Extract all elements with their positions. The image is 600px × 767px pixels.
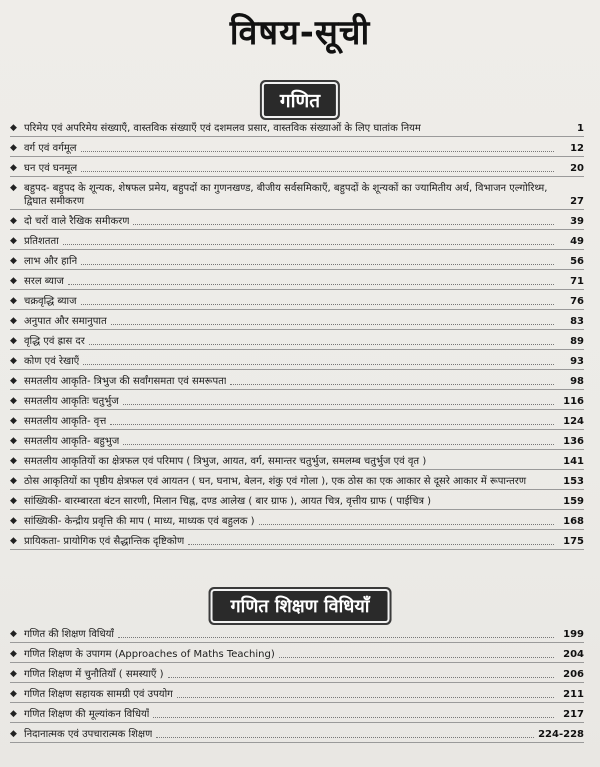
toc-entry-text-wrap — [24, 215, 558, 228]
diamond-bullet-icon: ◆ — [10, 143, 17, 153]
toc-entry-page-number: 76 — [570, 296, 584, 307]
toc-entry — [10, 435, 584, 450]
dot-leader — [168, 668, 554, 678]
diamond-bullet-icon: ◆ — [10, 163, 17, 173]
diamond-bullet-icon: ◆ — [10, 236, 17, 246]
page-title: विषय-सूची — [229, 13, 371, 53]
dot-leader — [81, 255, 554, 265]
diamond-bullet-icon: ◆ — [10, 709, 17, 719]
toc-entry-page-number: 175 — [563, 536, 584, 547]
toc-entry-page-number: 71 — [570, 276, 584, 287]
toc-entry-title: गणित शिक्षण की मूल्यांकन विधियाँ — [24, 709, 150, 720]
toc-entry — [10, 668, 584, 683]
toc-entry-page-number: 124 — [563, 416, 584, 427]
toc-entry-text-wrap — [24, 182, 558, 208]
toc-entry-title: वर्ग एवं वर्गमूल — [24, 143, 77, 154]
toc-entry-title: गणित की शिक्षण विधियाँ — [24, 629, 115, 640]
diamond-bullet-icon: ◆ — [10, 436, 17, 446]
diamond-bullet-icon: ◆ — [10, 183, 17, 193]
toc-entry — [10, 122, 584, 137]
diamond-bullet-icon: ◆ — [10, 276, 17, 286]
toc-entry-title: सांख्यिकी- बारम्बारता बंटन सारणी, मिलान चिह्न, दण्ड आलेख ( बार ग्राफ ), आयत चित्र, वृत्तीय ग्राफ ( पाईचित्र ) — [24, 496, 432, 507]
toc-entry-title: समतलीय आकृतियों का क्षेत्रफल एवं परिमाप ( त्रिभुज, आयत, वर्ग, समान्तर चतुर्भुज, समलम्ब चतुर्भुज एवं वृत ) — [24, 456, 427, 467]
toc-entry-page-number: 224-228 — [538, 729, 584, 740]
toc-entry-title: घन एवं घनमूल — [24, 163, 78, 174]
toc-entry-text-wrap — [24, 255, 558, 268]
diamond-bullet-icon: ◆ — [10, 416, 17, 426]
toc-entry — [10, 708, 584, 723]
dot-leader — [118, 628, 554, 638]
dot-leader — [156, 728, 534, 738]
toc-entry-text-wrap — [24, 435, 558, 448]
diamond-bullet-icon: ◆ — [10, 729, 17, 739]
toc-entry-title: गणित शिक्षण में चुनौतियाँ ( समस्याएँ ) — [24, 669, 164, 680]
dot-leader — [83, 355, 554, 365]
dot-leader — [81, 162, 554, 172]
toc-entry-text-wrap — [24, 122, 558, 135]
dot-leader — [81, 295, 554, 305]
toc-entry-text-wrap — [24, 728, 538, 741]
diamond-bullet-icon: ◆ — [10, 649, 17, 659]
toc-entry — [10, 515, 584, 530]
toc-entry-title: बहुपद- बहुपद के शून्यक, शेषफल प्रमेय, बहुपदों का गुणनखण्ड, बीजीय सर्वसमिकाएँ, बहुपदों के शून्यकों का ज्यामितीय अर्थ, विभाजन एल्गोरिथ्म, द्विघात समीकरण — [24, 183, 548, 207]
toc-entry — [10, 215, 584, 230]
toc-entry-page-number: 206 — [563, 669, 584, 680]
toc-entry-text-wrap — [24, 515, 558, 528]
toc-entry-page-number: 56 — [570, 256, 584, 267]
section-heading-teaching-methods: गणित शिक्षण विधियाँ — [213, 591, 388, 621]
toc-entry-text-wrap — [24, 628, 558, 641]
toc-entry-page-number: 211 — [563, 689, 584, 700]
toc-entry-title: गणित शिक्षण सहायक सामग्री एवं उपयोग — [24, 689, 173, 700]
toc-entry-page-number: 199 — [563, 629, 584, 640]
toc-entry-text-wrap — [24, 648, 558, 661]
toc-entry-title: प्रायिकता- प्रायोगिक एवं सैद्धान्तिक दृष्टिकोण — [24, 536, 185, 547]
diamond-bullet-icon: ◆ — [10, 669, 17, 679]
toc-entry-text-wrap — [24, 142, 558, 155]
toc-entry-page-number: 93 — [570, 356, 584, 367]
toc-entry-page-number: 204 — [563, 649, 584, 660]
toc-entry-title: निदानात्मक एवं उपचारात्मक शिक्षण — [24, 729, 153, 740]
toc-entry-text-wrap — [24, 355, 558, 368]
toc-entry-page-number: 116 — [563, 396, 584, 407]
toc-entry-title: दो चरों वाले रैखिक समीकरण — [24, 216, 130, 227]
toc-entry — [10, 688, 584, 703]
diamond-bullet-icon: ◆ — [10, 456, 17, 466]
toc-entry — [10, 628, 584, 643]
toc-entry — [10, 535, 584, 550]
dot-leader — [68, 275, 554, 285]
dot-leader — [89, 335, 554, 345]
toc-entry — [10, 295, 584, 310]
toc-entry-title: कोण एवं रेखाएँ — [24, 356, 80, 367]
toc-entry-page-number: 83 — [570, 316, 584, 327]
toc-entry — [10, 415, 584, 430]
diamond-bullet-icon: ◆ — [10, 336, 17, 346]
toc-entry-page-number: 159 — [563, 496, 584, 507]
dot-leader — [123, 395, 554, 405]
toc-entry-page-number: 20 — [570, 163, 584, 174]
toc-entry-text-wrap — [24, 475, 558, 488]
dot-leader — [111, 315, 554, 325]
toc-entry-title: प्रतिशतता — [24, 236, 59, 247]
toc-entry-page-number: 168 — [563, 516, 584, 527]
dot-leader — [110, 415, 554, 425]
toc-entry — [10, 235, 584, 250]
dot-leader — [188, 535, 554, 545]
toc-entry-text-wrap — [24, 375, 558, 388]
toc-entry-title: सरल ब्याज — [24, 276, 64, 287]
dot-leader — [177, 688, 554, 698]
toc-entry — [10, 648, 584, 663]
toc-entry-page-number: 153 — [563, 476, 584, 487]
toc-entry-page-number: 49 — [570, 236, 584, 247]
toc-entry-page-number: 141 — [563, 456, 584, 467]
toc-entry-text-wrap — [24, 415, 558, 428]
toc-entry-text-wrap — [24, 668, 558, 681]
dot-leader — [81, 142, 554, 152]
toc-entry — [10, 728, 584, 743]
toc-entry — [10, 335, 584, 350]
toc-entry — [10, 455, 584, 470]
toc-entry-page-number: 12 — [570, 143, 584, 154]
toc-entry — [10, 182, 584, 210]
diamond-bullet-icon: ◆ — [10, 296, 17, 306]
toc-entry-text-wrap — [24, 395, 558, 408]
dot-leader — [153, 708, 554, 718]
toc-entry-title: वृद्धि एवं ह्रास दर — [24, 336, 85, 347]
toc-entry-text-wrap — [24, 162, 558, 175]
diamond-bullet-icon: ◆ — [10, 689, 17, 699]
toc-entry-page-number: 98 — [570, 376, 584, 387]
toc-entry — [10, 162, 584, 177]
toc-entry-text-wrap — [24, 455, 558, 468]
toc-entry-text-wrap — [24, 335, 558, 348]
diamond-bullet-icon: ◆ — [10, 256, 17, 266]
toc-entry-text-wrap — [24, 275, 558, 288]
section-heading-mathematics: गणित — [264, 84, 336, 116]
diamond-bullet-icon: ◆ — [10, 123, 17, 133]
toc-entry-text-wrap — [24, 235, 558, 248]
toc-entry — [10, 315, 584, 330]
dot-leader — [123, 435, 554, 445]
toc-entry-text-wrap — [24, 535, 558, 548]
toc-entry-page-number: 39 — [570, 216, 584, 227]
toc-entry-title: परिमेय एवं अपरिमेय संख्याएँ, वास्तविक संख्याएँ एवं दशमलव प्रसार, वास्तविक संख्याओं के लिए घातांक नियम — [24, 123, 421, 134]
toc-entry-page-number: 136 — [563, 436, 584, 447]
toc-entry-text-wrap — [24, 688, 558, 701]
diamond-bullet-icon: ◆ — [10, 516, 17, 526]
toc-entry-title: गणित शिक्षण के उपागम (Approaches of Maths Teaching) — [24, 649, 275, 660]
toc-entry-title: समतलीय आकृति- वृत्त — [24, 416, 107, 427]
toc-entry-title: लाभ और हानि — [24, 256, 78, 267]
diamond-bullet-icon: ◆ — [10, 216, 17, 226]
toc-entry — [10, 142, 584, 157]
toc-entry-title: समतलीय आकृति- बहुभुज — [24, 436, 120, 447]
diamond-bullet-icon: ◆ — [10, 496, 17, 506]
toc-entry-text-wrap — [24, 315, 558, 328]
toc-entry-page-number: 1 — [577, 123, 584, 134]
dot-leader — [63, 235, 554, 245]
dot-leader — [279, 648, 554, 658]
toc-entry-page-number: 27 — [570, 196, 584, 207]
toc-entry — [10, 395, 584, 410]
dot-leader — [259, 515, 555, 525]
toc-entry-page-number: 217 — [563, 709, 584, 720]
toc-entry-title: समतलीय आकृतिः चतुर्भुज — [24, 396, 119, 407]
toc-list-mathematics — [10, 122, 584, 555]
diamond-bullet-icon: ◆ — [10, 476, 17, 486]
diamond-bullet-icon: ◆ — [10, 376, 17, 386]
toc-entry-text-wrap — [24, 708, 558, 721]
toc-entry-page-number: 89 — [570, 336, 584, 347]
diamond-bullet-icon: ◆ — [10, 536, 17, 546]
toc-entry-title: सांख्यिकी- केन्द्रीय प्रवृत्ति की माप ( माध्य, माध्यक एवं बहुलक ) — [24, 516, 255, 527]
toc-entry-title: ठोस आकृतियों का पृष्ठीय क्षेत्रफल एवं आयतन ( घन, घनाभ, बेलन, शंकु एवं गोला ), एक ठोस का एक आकार से दूसरे आकार में रूपान्तरण — [24, 476, 527, 487]
diamond-bullet-icon: ◆ — [10, 356, 17, 366]
toc-entry-text-wrap — [24, 295, 558, 308]
toc-entry-text-wrap — [24, 495, 558, 508]
toc-entry — [10, 495, 584, 510]
toc-entry — [10, 375, 584, 390]
toc-entry — [10, 275, 584, 290]
toc-entry — [10, 355, 584, 370]
dot-leader — [230, 375, 554, 385]
diamond-bullet-icon: ◆ — [10, 316, 17, 326]
toc-entry — [10, 475, 584, 490]
toc-entry-title: समतलीय आकृति- त्रिभुज की सर्वांगसमता एवं समरूपता — [24, 376, 227, 387]
toc-entry-title: चक्रवृद्धि ब्याज — [24, 296, 77, 307]
diamond-bullet-icon: ◆ — [10, 396, 17, 406]
diamond-bullet-icon: ◆ — [10, 629, 17, 639]
toc-entry-title: अनुपात और समानुपात — [24, 316, 107, 327]
toc-list-teaching-methods — [10, 628, 584, 748]
dot-leader — [133, 215, 554, 225]
toc-entry — [10, 255, 584, 270]
